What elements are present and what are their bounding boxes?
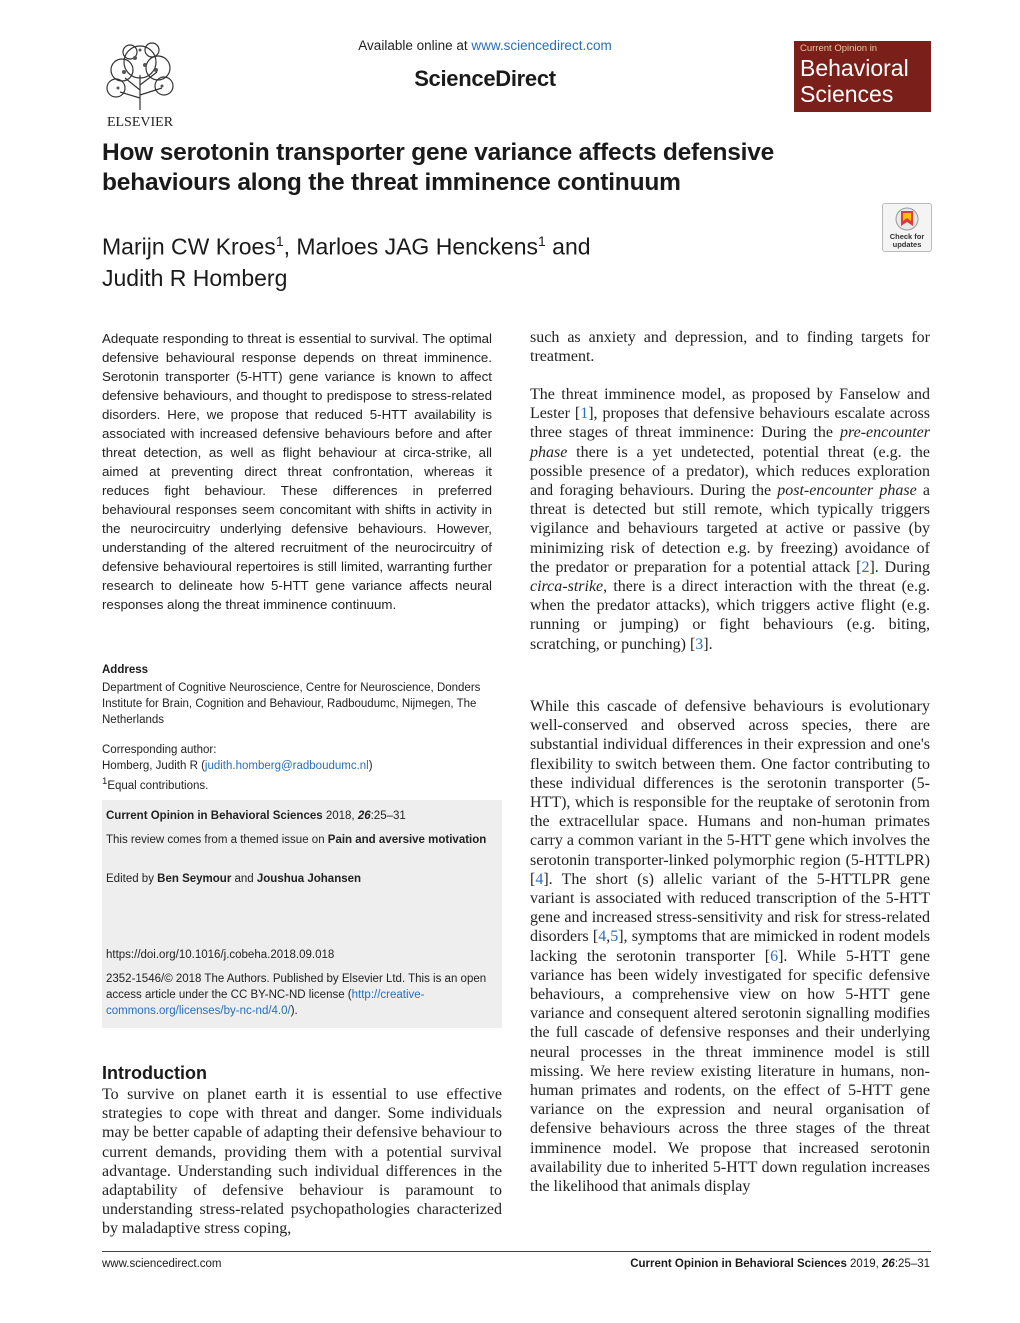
- license-close: ).: [290, 1005, 298, 1017]
- license: [106, 971, 496, 1019]
- journal-year: 2018,: [322, 810, 358, 822]
- journal-name: Current Opinion in Behavioral Sciences: [106, 810, 323, 822]
- text-span: ]. During: [869, 558, 931, 576]
- citation-link[interactable]: 6: [770, 947, 779, 965]
- journal-volume: 26: [357, 810, 371, 822]
- text-span: ]. While 5-HTT gene variance has been widely investigated for specific defensive behaviours, a comprehensive view on how 5-HTT gene variance and consequent altered serotonin signalling modifies the full cascade of defensive responses and their underlying neural processes in the threat imminence model is still missing. We here review existing literature in humans, non-human primates and rodents, on the effect of 5-HTT gene variance on the expression and neural organisation of defensive behaviours across the three stages of the threat imminence model. We propose that increased serotonin availability due to inherited 5-HTT down regulation increases the likelihood that animals display: [530, 947, 930, 1196]
- journal-logo: [794, 41, 931, 112]
- theme-name: Pain and aversive motivation: [327, 834, 487, 846]
- edited-by: [106, 871, 496, 887]
- journal-citation: [106, 808, 496, 824]
- edited-prefix: Edited by: [106, 873, 158, 885]
- author-list: [102, 226, 742, 294]
- introduction-heading: Introduction: [102, 1063, 207, 1083]
- corr-close: ): [368, 760, 373, 772]
- author-affiliation: 1: [537, 233, 546, 249]
- editor-1: Ben Seymour: [157, 873, 232, 885]
- theme-issue: [106, 832, 496, 848]
- author-separator: and: [545, 233, 591, 260]
- license-link[interactable]: http://creative-commons.org/licenses/by-nc-nd/4.0/: [106, 989, 425, 1017]
- sciencedirect-link[interactable]: www.sciencedirect.com: [471, 38, 612, 53]
- text-span: ].: [703, 635, 713, 653]
- equal-text: Equal contributions.: [107, 779, 209, 792]
- bookmark-icon: [883, 204, 931, 234]
- corr-email-link[interactable]: judith.homberg@radboudumc.nl: [204, 760, 369, 772]
- journal-logo-line1: Behavioral: [800, 55, 909, 81]
- footer-divider: [102, 1251, 931, 1252]
- text-span: ], proposes that defensive behaviours escalate across three stages of threat imminence: During the: [530, 405, 930, 442]
- author-name[interactable]: Judith R Homberg: [102, 264, 288, 291]
- check-updates-label: Check for updates: [889, 232, 925, 249]
- text-span: The threat imminence model, as proposed by Fanselow and Lester [: [530, 386, 930, 423]
- corr-label: Corresponding author:: [102, 744, 217, 756]
- equal-contrib: [102, 774, 502, 794]
- text-span: ,: [606, 928, 611, 946]
- available-prefix: Available online at: [358, 38, 468, 53]
- citation-link[interactable]: 4: [598, 928, 607, 946]
- editor-2: Joushua Johansen: [256, 873, 362, 885]
- doi-link[interactable]: https://doi.org/10.1016/j.cobeha.2018.09.018: [106, 949, 335, 961]
- col2-paragraph-2: [530, 697, 930, 1196]
- author-separator: ,: [283, 233, 297, 260]
- footer-volume: 26: [882, 1258, 895, 1270]
- text-span: ]. The short (s) allelic variant of the 5-HTTLPR gene variant is associated with reduced transcription of the 5-HTT gene and increased stress-sensitivity and risk for stress-related disorders [: [530, 870, 930, 946]
- text-span: ], symptoms that are mimicked in rodent models lacking the serotonin transporter [: [530, 928, 930, 965]
- corr-name: Homberg, Judith R (: [102, 760, 205, 772]
- theme-prefix: This review comes from a themed issue on: [106, 834, 328, 846]
- citation-link[interactable]: 4: [535, 870, 544, 888]
- italic-term: pre-encounter phase: [530, 424, 930, 461]
- italic-term: post-encounter phase: [777, 482, 917, 500]
- journal-logo-line2: Sciences: [800, 81, 894, 107]
- address-heading: Address: [102, 664, 149, 676]
- citation-link[interactable]: 3: [695, 635, 704, 653]
- journal-logo-title: [800, 55, 909, 107]
- svg-text:ELSEVIER: ELSEVIER: [106, 115, 174, 128]
- footer-url[interactable]: www.sciencedirect.com: [102, 1258, 222, 1270]
- info-box: [102, 800, 502, 1028]
- text-span: a threat is detected but still remote, which typically triggers vigilance and behaviours targeted at active or passive (by minimizing risk of detection e.g. by freezing) avoidance of the predator or preparation for a potential attack [: [530, 482, 930, 576]
- text-span: While this cascade of defensive behaviours is evolutionary well-conserved and observed across species, there are substantial individual differences in their expression and one's flexibility to switch between them. One factor contributing to these individual differences is the serotonin transporter (5-HTT), which is responsible for the reuptake of serotonin from the extracellular space. Humans and non-human primates carry a common variant in the 5-HTT gene which involves the serotonin transporter-linked polymorphic region (5-HTTLPR) [: [530, 698, 930, 888]
- equal-sup: 1: [102, 776, 108, 787]
- citation-link[interactable]: 1: [580, 405, 589, 423]
- author-affiliation: 1: [275, 233, 284, 249]
- abstract: Adequate responding to threat is essential to survival. The optimal defensive behavioural response depends on threat imminence. Serotonin transporter (5-HTT) gene variance is known to affect defensive behaviours, and thought to predispose to stress-related disorders. Here, we propose that reduced 5-HTT availability is associated with increased defensive behaviours before and after threat detection, as well as flight behaviour at circa-strike, all aimed at preventing direct threat confrontation, whereas it reduces fight behaviour. These differences in preferred behavioural responses seem concomitant with shifts in activity in the neurocircuitry underlying defensive behaviours. However, understanding of the altered recruitment of the neurocircuitry of defensive behavioural repertoires is still limited, warranting further research to delineate how 5-HTT gene variance affects neural responses along the threat imminence continuum.: [102, 331, 492, 612]
- footer-citation: [530, 1258, 930, 1270]
- text-span: there is a yet undetected, potential threat (e.g. the possible presence of a predator), which reduces exploration and foraging behaviours. During the: [530, 443, 930, 500]
- col2-paragraph-0: such as anxiety and depression, and to finding targets for treatment.: [530, 329, 930, 366]
- editor-and: and: [231, 873, 257, 885]
- col2-paragraph-1: [530, 385, 930, 654]
- sciencedirect-wordmark: ScienceDirect: [414, 66, 556, 91]
- citation-link[interactable]: 5: [610, 928, 619, 946]
- text-span: , there is a direct interaction with the threat (e.g. when the predator attacks), which triggers active flight (e.g. running or jumping) or fight behaviours (e.g. biting, scratching, or punching) [: [530, 578, 930, 653]
- footer-journal: Current Opinion in Behavioral Sciences: [630, 1258, 847, 1270]
- check-for-updates-button[interactable]: [882, 203, 932, 252]
- footer-year: 2019,: [846, 1258, 883, 1270]
- corr-line: [102, 758, 502, 774]
- italic-term: circa-strike: [530, 578, 604, 596]
- footer-pages: :25–31: [894, 1258, 930, 1270]
- license-text: 2352-1546/© 2018 The Authors. Published by Elsevier Ltd. This is an open access article under the CC BY-NC-ND license (: [106, 973, 487, 1001]
- author-name[interactable]: Marijn CW Kroes: [102, 233, 276, 260]
- citation-link[interactable]: 2: [861, 558, 870, 576]
- intro-paragraph: To survive on planet earth it is essential to use effective strategies to cope with threat and danger. Some individuals may be better capable of adapting their defensive behaviour to current demands, providing them with a potential survival advantage. Understanding such individual differences in the adaptability of defensive behaviour is paramount to understanding stress-related psychopathologies characterized by maladaptive stress coping,: [102, 1086, 502, 1238]
- article-title: How serotonin transporter gene variance affects defensive behaviours along the threat imminence continuum: [102, 139, 775, 196]
- author-name[interactable]: Marloes JAG Henckens: [296, 233, 538, 260]
- corresponding-author: [102, 742, 502, 794]
- journal-logo-small: Current Opinion in: [800, 43, 878, 54]
- journal-pages: :25–31: [370, 810, 406, 822]
- address: Department of Cognitive Neuroscience, Centre for Neuroscience, Donders Institute for Brain, Cognition and Behaviour, Radboudumc, Nijmegen, The Netherlands: [102, 682, 481, 726]
